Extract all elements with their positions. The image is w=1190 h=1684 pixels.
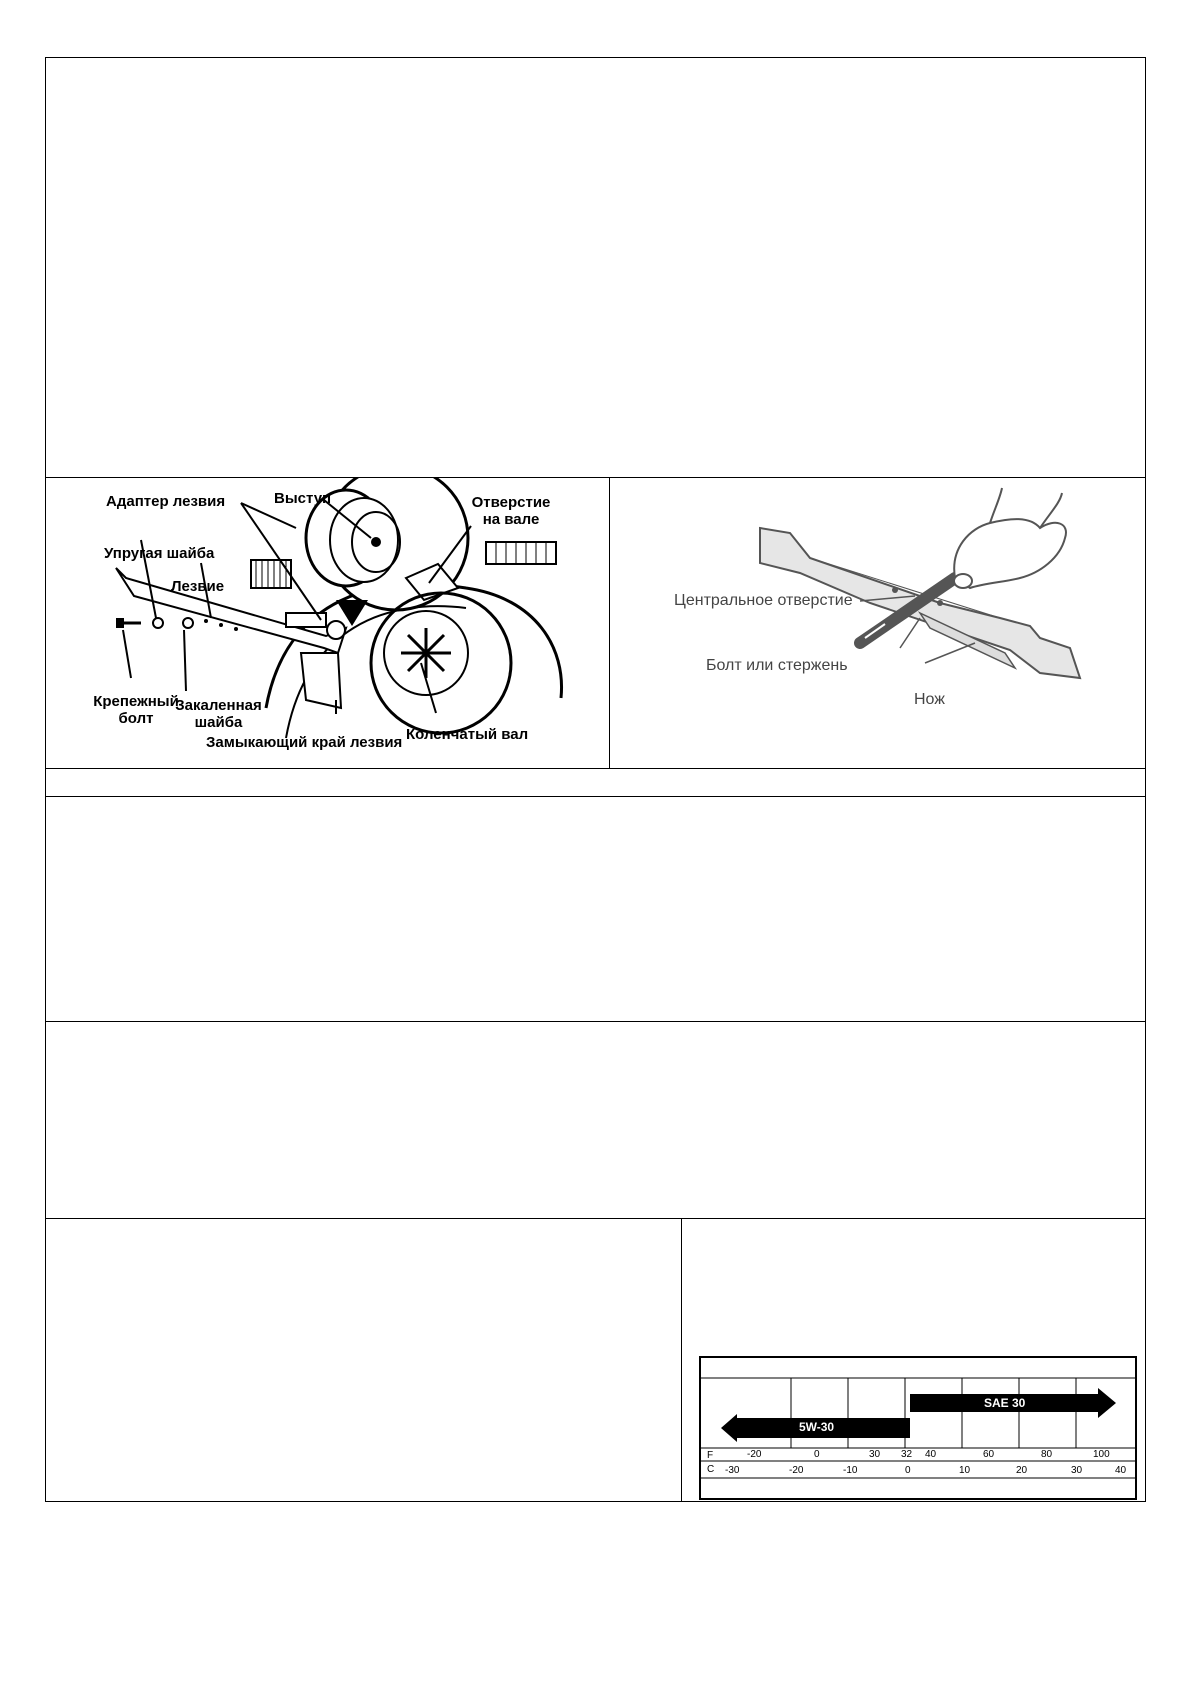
oil-chart-grid <box>701 1358 1135 1498</box>
c-tick: 20 <box>1016 1465 1028 1476</box>
label-hardened-washer-line1: Закаленная <box>175 697 262 714</box>
middle-text-block-2 <box>45 1021 1146 1219</box>
label-crankshaft: Коленчатый вал <box>406 726 529 743</box>
c-tick: 30 <box>1071 1465 1083 1476</box>
oil-viscosity-chart <box>699 1356 1137 1500</box>
label-bolt-line1: Крепежный <box>93 693 179 710</box>
label-5w30: 5W-30 <box>799 1420 835 1434</box>
c-tick: 40 <box>1115 1465 1127 1476</box>
f-tick: 60 <box>983 1449 995 1460</box>
bottom-left-text-block <box>45 1218 682 1502</box>
label-blade: Лезвие <box>171 578 225 595</box>
blade-assembly-figure-cell <box>45 477 610 769</box>
c-tick: 10 <box>959 1465 971 1476</box>
caption-row <box>45 768 1146 797</box>
f-tick: 100 <box>1093 1449 1110 1460</box>
f-tick: 32 <box>901 1449 913 1460</box>
c-axis-label: C <box>707 1464 715 1475</box>
bottom-right-chart-cell <box>681 1218 1146 1502</box>
c-tick: -30 <box>725 1465 740 1476</box>
blade-balance-drawing <box>610 478 1147 770</box>
label-shaft-hole-line1: Отверстие <box>471 494 551 511</box>
f-tick: 40 <box>925 1449 937 1460</box>
c-tick: -20 <box>789 1465 804 1476</box>
label-trailing-edge: Замыкающий край лезвия <box>206 734 403 751</box>
label-sae30: SAE 30 <box>984 1396 1026 1410</box>
c-tick: 0 <box>905 1465 911 1476</box>
label-spring-washer: Упругая шайба <box>104 545 215 562</box>
f-tick: 0 <box>814 1449 820 1460</box>
f-tick: 80 <box>1041 1449 1053 1460</box>
label-hardened-washer-line2: шайба <box>194 714 243 731</box>
label-bolt-line2: болт <box>118 710 154 727</box>
c-tick: -10 <box>843 1465 858 1476</box>
label-boss: Выступ <box>274 490 332 507</box>
label-shaft-hole-line2: на вале <box>482 511 540 528</box>
f-tick: 30 <box>869 1449 881 1460</box>
label-blade-adapter: Адаптер лезвия <box>106 493 226 510</box>
label-center-hole: Центральное отверстие <box>674 592 853 609</box>
f-tick: -20 <box>747 1449 762 1460</box>
blade-balance-figure-cell <box>609 477 1146 769</box>
label-knife: Нож <box>914 691 945 708</box>
label-bolt-or-rod: Болт или стержень <box>706 657 848 674</box>
f-axis-label: F <box>707 1450 714 1461</box>
middle-text-block-1 <box>45 796 1146 1022</box>
top-text-block <box>45 57 1146 478</box>
